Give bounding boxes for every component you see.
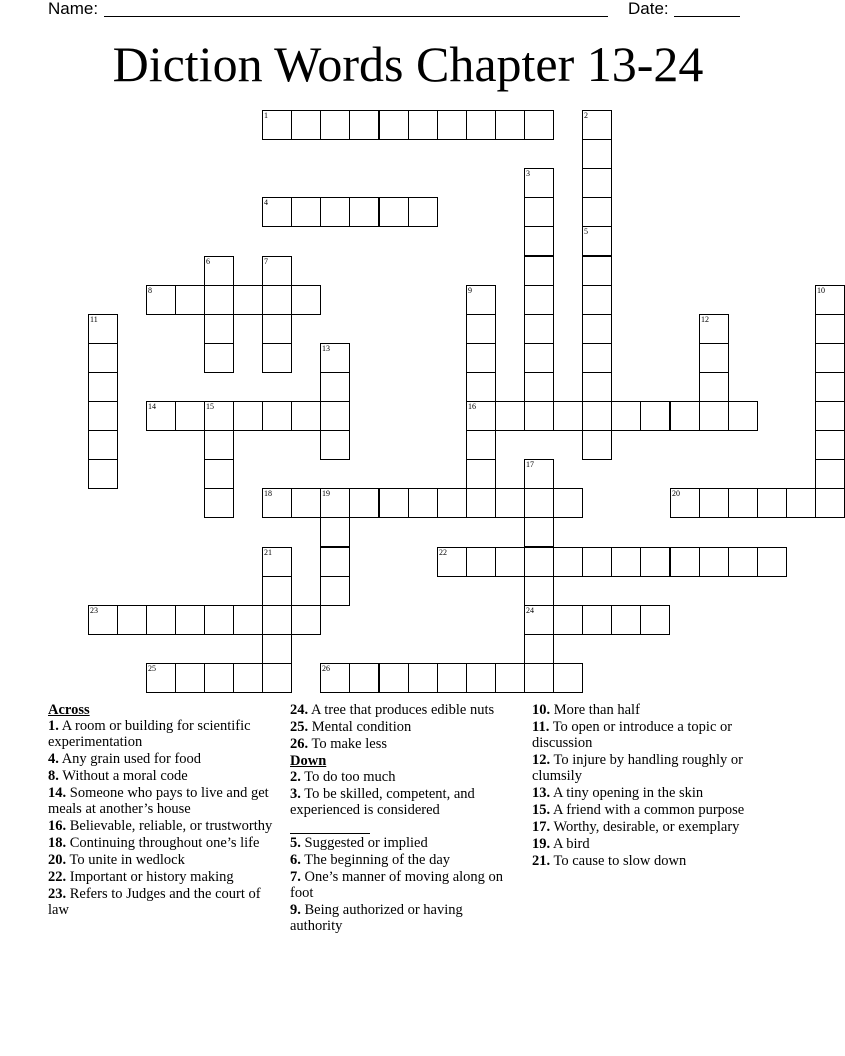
crossword-cell[interactable] <box>553 605 583 635</box>
cell-number: 16 <box>468 402 476 411</box>
crossword-cell[interactable] <box>262 634 292 664</box>
crossword-cell[interactable] <box>262 663 292 693</box>
cell-number: 23 <box>90 606 98 615</box>
cell-number: 2 <box>584 111 588 120</box>
down-clue <box>532 719 762 751</box>
clue-text: To be skilled, competent, and experienced is considered <box>290 786 475 818</box>
clue-number: 2. <box>290 769 301 785</box>
crossword-cell[interactable] <box>611 401 641 431</box>
crossword-cell[interactable] <box>262 576 292 606</box>
clue-text: A tiny opening in the skin <box>552 785 704 801</box>
crossword-cell[interactable] <box>466 285 496 315</box>
down-clue <box>532 785 762 801</box>
crossword-cell[interactable] <box>291 401 321 431</box>
crossword-cell[interactable] <box>699 547 729 577</box>
crossword-cell[interactable] <box>437 488 467 518</box>
clue-number: 15. <box>532 802 551 818</box>
clue-number: 11. <box>532 719 550 735</box>
cell-number: 5 <box>584 227 588 236</box>
crossword-cell[interactable] <box>524 459 554 489</box>
crossword-cell[interactable] <box>611 547 641 577</box>
crossword-cell[interactable] <box>88 401 118 431</box>
clue-text: The beginning of the day <box>304 852 451 868</box>
crossword-cell[interactable] <box>495 110 525 140</box>
crossword-cell[interactable] <box>466 547 496 577</box>
crossword-cell[interactable] <box>582 110 612 140</box>
cell-number: 15 <box>206 402 214 411</box>
crossword-cell[interactable] <box>524 576 554 606</box>
crossword-cell[interactable] <box>582 401 612 431</box>
crossword-cell[interactable] <box>524 663 554 693</box>
crossword-cell[interactable] <box>437 663 467 693</box>
clue-text: One’s manner of moving along on foot <box>290 869 504 901</box>
clue-text: A tree that produces edible nuts <box>310 702 495 718</box>
crossword-cell[interactable] <box>524 634 554 664</box>
crossword-cell[interactable] <box>699 401 729 431</box>
crossword-cell[interactable] <box>204 663 234 693</box>
clue-number: 16. <box>48 818 67 834</box>
clue-text: Suggested or implied <box>304 835 428 851</box>
crossword-cell[interactable] <box>88 314 118 344</box>
clue-text: To do too much <box>304 769 396 785</box>
clue-number: 23. <box>48 886 67 902</box>
clue-number: 10. <box>532 702 551 718</box>
crossword-cell[interactable] <box>291 285 321 315</box>
crossword-cell[interactable] <box>815 372 845 402</box>
cell-number: 11 <box>90 315 98 324</box>
crossword-cell[interactable] <box>349 663 379 693</box>
crossword-cell[interactable] <box>262 314 292 344</box>
clue-text: Being authorized or having authority <box>290 902 463 934</box>
crossword-cell[interactable] <box>175 605 205 635</box>
crossword-cell[interactable] <box>262 488 292 518</box>
crossword-cell[interactable] <box>262 285 292 315</box>
clue-text: Someone who pays to live and get meals at another’s house <box>48 785 269 817</box>
cell-number: 4 <box>264 198 268 207</box>
crossword-cell[interactable] <box>262 256 292 286</box>
crossword-cell[interactable] <box>611 605 641 635</box>
crossword-cell[interactable] <box>757 547 787 577</box>
clue-text: A friend with a common purpose <box>552 802 745 818</box>
crossword-cell[interactable] <box>437 547 467 577</box>
clue-number: 3. <box>290 786 301 802</box>
crossword-cell[interactable] <box>233 401 263 431</box>
clue-text: Believable, reliable, or trustworthy <box>69 818 273 834</box>
crossword-cell[interactable] <box>233 285 263 315</box>
crossword-cell[interactable] <box>728 401 758 431</box>
crossword-cell[interactable] <box>582 547 612 577</box>
across-clue <box>48 818 273 834</box>
down-clue <box>290 869 515 901</box>
crossword-cell[interactable] <box>320 430 350 460</box>
crossword-cell[interactable] <box>524 168 554 198</box>
clue-text: Worthy, desirable, or exemplary <box>553 819 740 835</box>
down-clue <box>290 769 515 785</box>
crossword-cell[interactable] <box>320 372 350 402</box>
crossword-cell[interactable] <box>786 488 816 518</box>
crossword-cell[interactable] <box>640 547 670 577</box>
clue-number: 13. <box>532 785 551 801</box>
crossword-cell[interactable] <box>291 110 321 140</box>
crossword-cell[interactable] <box>466 343 496 373</box>
clue-text: To make less <box>311 736 387 752</box>
crossword-cell[interactable] <box>699 343 729 373</box>
clue-text: A room or building for scientific experimentation <box>48 718 251 750</box>
clue-text: Mental condition <box>311 719 412 735</box>
across-clue <box>48 869 273 885</box>
crossword-cell[interactable] <box>524 372 554 402</box>
cell-number: 9 <box>468 286 472 295</box>
cell-number: 1 <box>264 111 268 120</box>
crossword-cell[interactable] <box>582 605 612 635</box>
crossword-cell[interactable] <box>640 401 670 431</box>
crossword-cell[interactable] <box>320 488 350 518</box>
cell-number: 6 <box>206 257 210 266</box>
cell-number: 3 <box>526 169 530 178</box>
clue-text: More than half <box>553 702 640 718</box>
clue-text: To unite in wedlock <box>69 852 185 868</box>
clue-text: Without a moral code <box>62 768 188 784</box>
clue-number: 17. <box>532 819 551 835</box>
crossword-cell[interactable] <box>524 517 554 547</box>
clue-number: 14. <box>48 785 67 801</box>
crossword-cell[interactable] <box>204 401 234 431</box>
crossword-cell[interactable] <box>815 430 845 460</box>
crossword-cell[interactable] <box>175 401 205 431</box>
crossword-cell[interactable] <box>320 576 350 606</box>
clue-number: 4. <box>48 751 59 767</box>
crossword-cell[interactable] <box>640 605 670 635</box>
cell-number: 24 <box>526 606 534 615</box>
crossword-cell[interactable] <box>466 401 496 431</box>
crossword-cell[interactable] <box>88 372 118 402</box>
down-clue <box>290 902 515 934</box>
crossword-cell[interactable] <box>553 401 583 431</box>
down-heading: Down <box>290 753 327 769</box>
clue-number: 20. <box>48 852 67 868</box>
crossword-cell[interactable] <box>466 430 496 460</box>
down-clue <box>532 752 762 784</box>
clue-number: 26. <box>290 736 309 752</box>
crossword-cell[interactable] <box>204 314 234 344</box>
across-clue <box>48 718 273 750</box>
crossword-cell[interactable] <box>408 197 438 227</box>
down-clue <box>532 802 762 818</box>
crossword-cell[interactable] <box>408 488 438 518</box>
crossword-cell[interactable] <box>582 285 612 315</box>
crossword-cell[interactable] <box>582 226 612 256</box>
crossword-cell[interactable] <box>815 285 845 315</box>
down-clue <box>290 786 515 834</box>
across-clue <box>48 835 273 851</box>
cell-number: 26 <box>322 664 330 673</box>
cell-number: 7 <box>264 257 268 266</box>
crossword-cell[interactable] <box>670 547 700 577</box>
down-clue <box>532 819 762 835</box>
crossword-cell[interactable] <box>379 663 409 693</box>
crossword-cell[interactable] <box>466 459 496 489</box>
across-clue <box>48 785 273 817</box>
cell-number: 19 <box>322 489 330 498</box>
crossword-cell[interactable] <box>233 605 263 635</box>
crossword-cell[interactable] <box>524 110 554 140</box>
cell-number: 20 <box>672 489 680 498</box>
crossword-cell[interactable] <box>88 343 118 373</box>
crossword-cell[interactable] <box>815 459 845 489</box>
cell-number: 10 <box>817 286 825 295</box>
crossword-cell[interactable] <box>553 547 583 577</box>
cell-number: 12 <box>701 315 709 324</box>
down-clue <box>290 835 515 851</box>
crossword-cell[interactable] <box>349 488 379 518</box>
crossword-cell[interactable] <box>524 197 554 227</box>
clue-number: 21. <box>532 853 551 869</box>
crossword-cell[interactable] <box>815 488 845 518</box>
crossword-cell[interactable] <box>699 372 729 402</box>
across-clue <box>48 751 273 767</box>
crossword-cell[interactable] <box>88 605 118 635</box>
crossword-cell[interactable] <box>466 663 496 693</box>
crossword-cell[interactable] <box>262 547 292 577</box>
crossword-cell[interactable] <box>524 226 554 256</box>
crossword-cell[interactable] <box>146 663 176 693</box>
crossword-cell[interactable] <box>582 197 612 227</box>
clue-text: A bird <box>552 836 590 852</box>
across-heading: Across <box>48 702 90 718</box>
crossword-cell[interactable] <box>815 314 845 344</box>
crossword-cell[interactable] <box>815 401 845 431</box>
crossword-cell[interactable] <box>408 663 438 693</box>
down-clue <box>532 836 762 852</box>
crossword-cell[interactable] <box>466 110 496 140</box>
clue-number: 18. <box>48 835 67 851</box>
crossword-cell[interactable] <box>379 488 409 518</box>
across-clue <box>48 768 273 784</box>
crossword-cell[interactable] <box>349 197 379 227</box>
crossword-cell[interactable] <box>349 110 379 140</box>
crossword-cell[interactable] <box>466 488 496 518</box>
crossword-cell[interactable] <box>524 256 554 286</box>
crossword-cell[interactable] <box>495 401 525 431</box>
crossword-cell[interactable] <box>495 663 525 693</box>
crossword-cell[interactable] <box>291 605 321 635</box>
name-label: Name: <box>48 0 99 18</box>
clue-number: 9. <box>290 902 301 918</box>
clue-number: 7. <box>290 869 301 885</box>
clue-text: Refers to Judges and the court of law <box>48 886 261 918</box>
down-clue <box>532 702 762 718</box>
crossword-cell[interactable] <box>320 547 350 577</box>
crossword-cell[interactable] <box>524 401 554 431</box>
crossword-cell[interactable] <box>815 343 845 373</box>
crossword-cell[interactable] <box>204 256 234 286</box>
date-label: Date: <box>628 0 669 18</box>
across-clue <box>48 852 273 868</box>
clue-number: 22. <box>48 869 67 885</box>
crossword-cell[interactable] <box>320 663 350 693</box>
crossword-cell[interactable] <box>146 285 176 315</box>
crossword-cell[interactable] <box>524 285 554 315</box>
crossword-cell[interactable] <box>146 401 176 431</box>
crossword-cell[interactable] <box>204 343 234 373</box>
crossword-cell[interactable] <box>320 197 350 227</box>
crossword-cell[interactable] <box>204 605 234 635</box>
crossword-cell[interactable] <box>495 547 525 577</box>
clue-text: To injure by handling roughly or clumsily <box>532 752 743 784</box>
cell-number: 8 <box>148 286 152 295</box>
clue-number: 1. <box>48 718 59 734</box>
crossword-cell[interactable] <box>582 168 612 198</box>
cell-number: 17 <box>526 460 534 469</box>
across-clue <box>290 736 515 752</box>
crossword-cell[interactable] <box>582 430 612 460</box>
crossword-cell[interactable] <box>262 605 292 635</box>
clue-number: 24. <box>290 702 309 718</box>
clue-number: 25. <box>290 719 309 735</box>
crossword-cell[interactable] <box>699 314 729 344</box>
crossword-cell[interactable] <box>146 605 176 635</box>
crossword-cell[interactable] <box>175 663 205 693</box>
clue-text: Continuing throughout one’s life <box>69 835 260 851</box>
across-clue <box>290 719 515 735</box>
down-clue <box>532 853 762 869</box>
clue-number: 19. <box>532 836 551 852</box>
clue-text: Any grain used for food <box>61 751 202 767</box>
crossword-cell[interactable] <box>524 343 554 373</box>
crossword-cell[interactable] <box>582 372 612 402</box>
crossword-cell[interactable] <box>204 285 234 315</box>
cell-number: 14 <box>148 402 156 411</box>
cell-number: 25 <box>148 664 156 673</box>
crossword-cell[interactable] <box>320 401 350 431</box>
clue-number: 6. <box>290 852 301 868</box>
crossword-cell[interactable] <box>582 256 612 286</box>
crossword-cell[interactable] <box>262 343 292 373</box>
crossword-cell[interactable] <box>291 197 321 227</box>
crossword-cell[interactable] <box>524 314 554 344</box>
clue-number: 5. <box>290 835 301 851</box>
clue-text: To open or introduce a topic or discussion <box>532 719 733 751</box>
crossword-cell[interactable] <box>262 197 292 227</box>
crossword-cell[interactable] <box>670 488 700 518</box>
cell-number: 18 <box>264 489 272 498</box>
crossword-cell[interactable] <box>88 430 118 460</box>
down-clue <box>290 852 515 868</box>
crossword-cell[interactable] <box>757 488 787 518</box>
crossword-cell[interactable] <box>524 488 554 518</box>
crossword-cell[interactable] <box>204 430 234 460</box>
crossword-cell[interactable] <box>553 663 583 693</box>
crossword-cell[interactable] <box>524 547 554 577</box>
crossword-cell[interactable] <box>437 110 467 140</box>
crossword-cell[interactable] <box>379 110 409 140</box>
cell-number: 21 <box>264 548 272 557</box>
cell-number: 22 <box>439 548 447 557</box>
crossword-cell[interactable] <box>262 110 292 140</box>
crossword-cell[interactable] <box>291 488 321 518</box>
crossword-cell[interactable] <box>466 372 496 402</box>
clue-number: 12. <box>532 752 551 768</box>
crossword-cell[interactable] <box>320 110 350 140</box>
crossword-cell[interactable] <box>233 663 263 693</box>
crossword-cell[interactable] <box>379 197 409 227</box>
across-clue <box>290 702 515 718</box>
crossword-cell[interactable] <box>320 517 350 547</box>
crossword-cell[interactable] <box>582 139 612 169</box>
crossword-cell[interactable] <box>204 459 234 489</box>
crossword-cell[interactable] <box>88 459 118 489</box>
crossword-cell[interactable] <box>320 343 350 373</box>
crossword-cell[interactable] <box>408 110 438 140</box>
crossword-cell[interactable] <box>524 605 554 635</box>
crossword-cell[interactable] <box>699 488 729 518</box>
crossword-cell[interactable] <box>466 314 496 344</box>
crossword-cell[interactable] <box>728 547 758 577</box>
crossword-cell[interactable] <box>582 343 612 373</box>
answer-blank <box>290 818 370 834</box>
across-clue <box>48 886 273 918</box>
crossword-cell[interactable] <box>728 488 758 518</box>
clue-text: To cause to slow down <box>553 853 687 869</box>
crossword-cell[interactable] <box>204 488 234 518</box>
page-title: Diction Words Chapter 13-24 <box>112 36 704 92</box>
crossword-cell[interactable] <box>175 285 205 315</box>
crossword-cell[interactable] <box>495 488 525 518</box>
crossword-cell[interactable] <box>670 401 700 431</box>
clue-number: 8. <box>48 768 59 784</box>
crossword-cell[interactable] <box>117 605 147 635</box>
crossword-cell[interactable] <box>553 488 583 518</box>
clues-column-2 <box>290 702 515 935</box>
clues-column-3 <box>532 702 762 870</box>
crossword-cell[interactable] <box>262 401 292 431</box>
clues-column-1 <box>48 702 273 919</box>
clue-text: Important or history making <box>69 869 234 885</box>
cell-number: 13 <box>322 344 330 353</box>
crossword-cell[interactable] <box>582 314 612 344</box>
